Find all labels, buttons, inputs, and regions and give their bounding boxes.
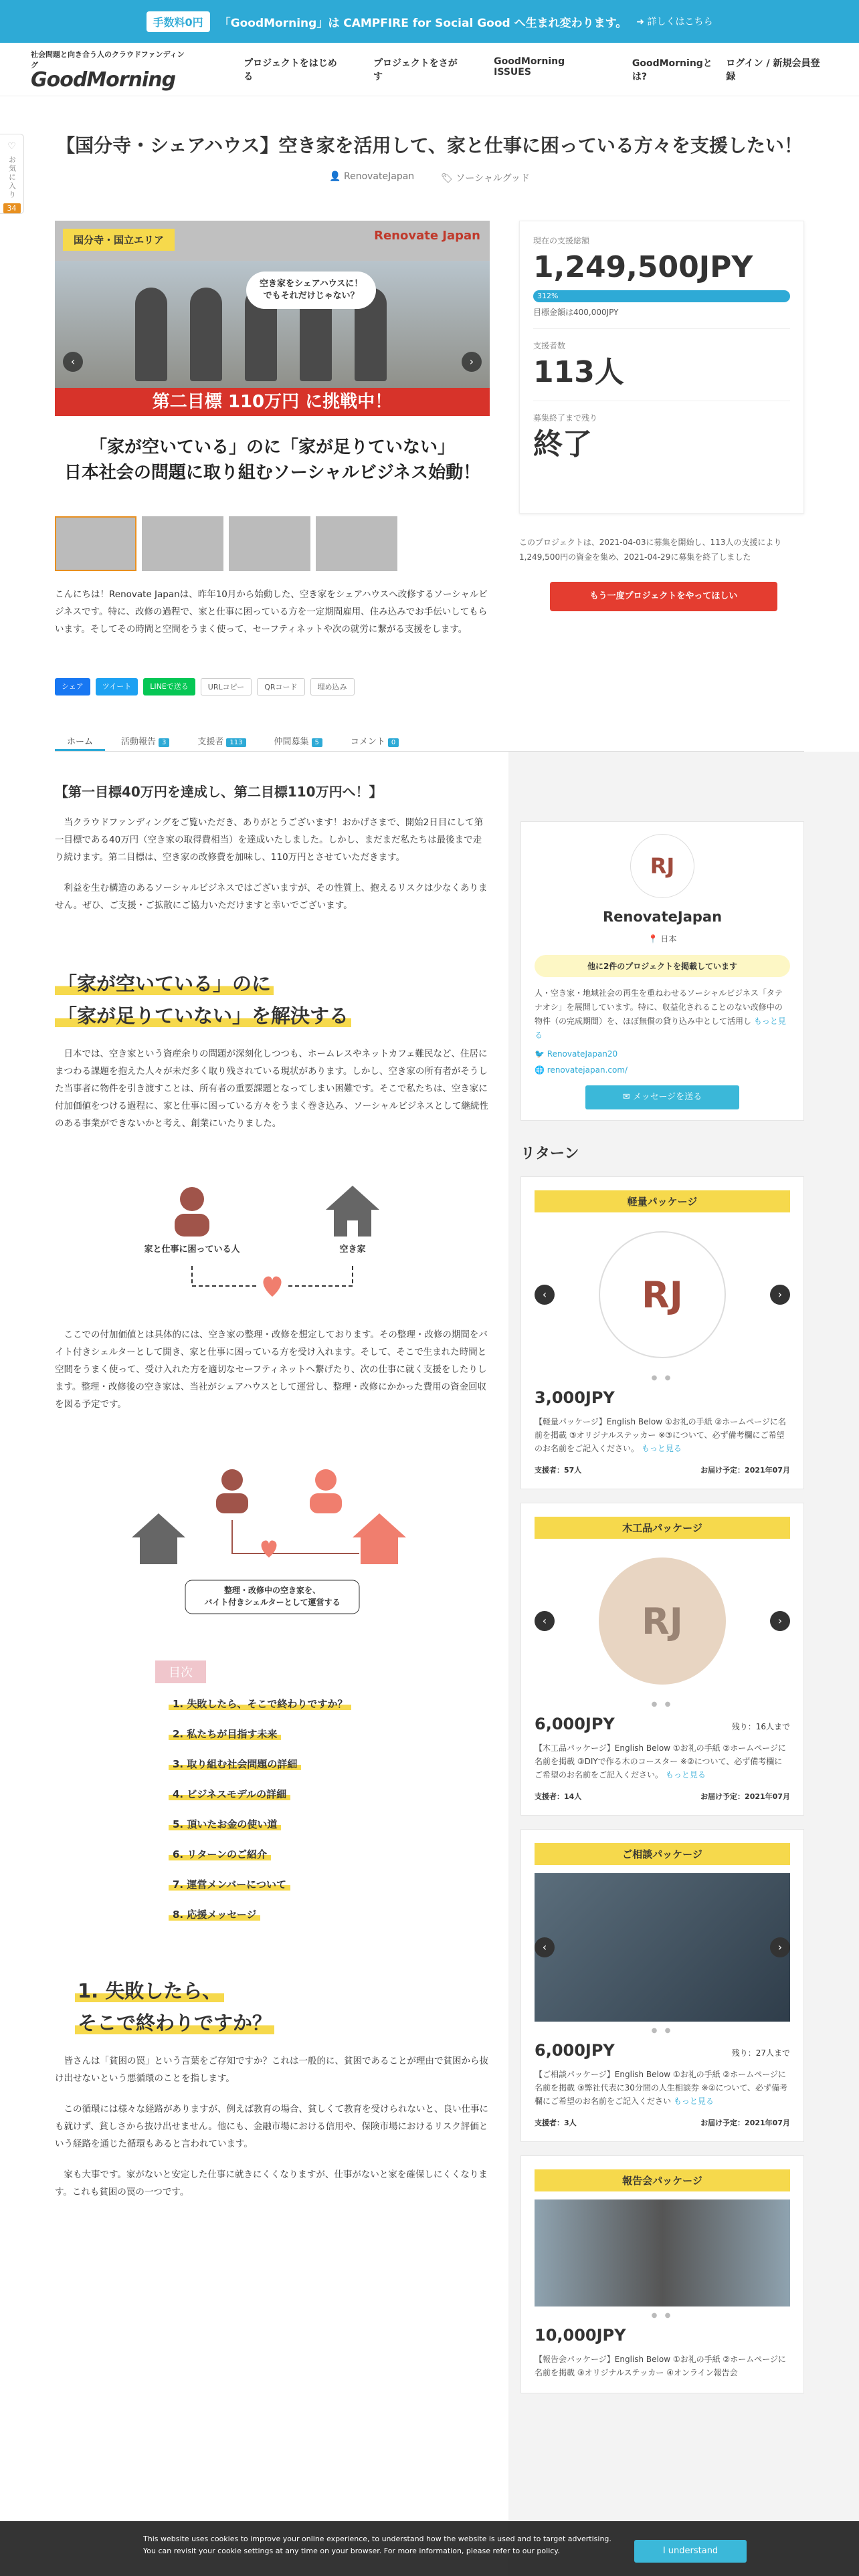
challenge-banner: 第二目標 110万円 に挑戦中！: [55, 388, 490, 416]
nav-about[interactable]: GoodMorningとは?: [632, 58, 712, 82]
return-description-text: 【軽量パッケージ】English Below ①お礼の手紙 ②ホームページに名前を掲載 ③オリジナルステッカー ※③について、必ず備考欄にご希望のお名前をご記入ください。: [535, 1417, 786, 1453]
tab-backers[interactable]: [185, 729, 258, 751]
prev-arrow-icon[interactable]: ‹: [535, 1611, 555, 1631]
brand-logo: Renovate Japan: [374, 229, 480, 243]
heart-icon: ♡: [7, 141, 16, 152]
line-share-button[interactable]: LINEで送る: [143, 678, 195, 695]
return-description: [535, 1415, 790, 1455]
table-of-contents: [169, 1697, 490, 1921]
ended-note: このプロジェクトは、2021-04-03に募集を開始し、113人の支援により1,249,500円の資金を集め、2021-04-29に募集を終了しました: [519, 538, 782, 562]
owner-card: [520, 821, 804, 1121]
section-heading-line: 「家が空いている」のに: [55, 972, 274, 995]
return-title: 報告会パッケージ: [535, 2169, 790, 2191]
project-meta: [0, 171, 859, 185]
owner-site-label: renovatejapan.com/: [547, 1065, 628, 1075]
project-lead: こんにちは！Renovate Japanは、昨年10月から始動した、空き家をシェアハウスへ改修するソーシャルビジネスです。特に、改修の過程で、家と仕事に困っている方を一定期間雇用、住み込みでお手伝いしてもらいます。そしてその時間と空間をうまく使って、セーフティネットや次の就労に繋がる支援をします。: [55, 589, 488, 635]
return-image: [535, 1873, 790, 2022]
caption-line-2: 日本社会の問題に取り組むソーシャルビジネス始動！: [64, 463, 481, 483]
toc-item-label: 5. 頂いたお金の使い道: [169, 1818, 281, 1830]
toc-item-label: 3. 取り組む社会問題の詳細: [169, 1758, 301, 1770]
qr-code-button[interactable]: QRコード: [257, 678, 304, 695]
login-link[interactable]: ログイン / 新規会員登録: [726, 58, 820, 82]
diagram-label-house: 空き家: [339, 1245, 366, 1255]
cookie-accept-button[interactable]: I understand: [634, 2540, 747, 2563]
return-footer: [535, 1465, 790, 1475]
section-heading-line: 「家が足りていない」を解決する: [55, 1004, 351, 1027]
next-arrow-icon[interactable]: ›: [770, 1611, 790, 1631]
caption-line-1: 「家が空いている」のに「家が足りていない」: [89, 437, 455, 457]
return-price-row: [535, 1388, 790, 1407]
return-delivery: お届け予定：2021年07月: [700, 2119, 790, 2127]
toc-item[interactable]: [169, 1727, 490, 1741]
tab-backers-label: 支援者: [197, 737, 224, 747]
favorite-count: 34: [3, 203, 21, 213]
return-image: [535, 1547, 790, 1695]
return-more-link[interactable]: もっと見る: [673, 2097, 714, 2106]
backers-count: 113人: [533, 355, 624, 389]
owner-description-text: 人・空き家・地域社会の再生を重ねわせるソーシャルビジネス「タテナオシ」を展開しています。特に、収益化されることのない改修中の物件（の完成期間）を、ほぼ無償の貸り込み中として活用し: [535, 988, 783, 1026]
return-title: 軽量パッケージ: [535, 1190, 790, 1212]
main-nav: [244, 56, 726, 83]
owner-location: [535, 933, 790, 944]
return-card[interactable]: [520, 1829, 804, 2142]
article-paragraph: 皆さんは「貧困の罠」という言葉をご存知ですか？これは一般的に、貧困であることが理由で貧困から抜け出せないという悪循環のことを指します。: [55, 2056, 488, 2084]
toc-item-label: 2. 私たちが目指す未来: [169, 1728, 281, 1740]
owner-avatar[interactable]: RJ: [630, 834, 694, 898]
article-paragraph: 家も大事です。家がないと安定した仕事に就きにくくなりますが、仕事がないと家を確保しにくくなります。これも貧困の罠の一つです。: [55, 2169, 488, 2197]
toc-item-label: 8. 応援メッセージ: [169, 1909, 260, 1921]
owner-more-link[interactable]: もっと見る: [535, 1016, 786, 1040]
remain-label: 募集終了まで残り: [533, 413, 598, 423]
article-paragraph: 当クラウドファンディングをご覧いただき、ありがとうございます！おかげさまで、開始2日目にして第一目標である40万円（空き家の取得費相当）を達成いたしました。しかし、まだまだ私たちは最後まで走り続けます。第二目標は、空き家の改修費を加味し、110万円とさせていただきます。: [55, 817, 484, 863]
return-price: 10,000JPY: [535, 2326, 626, 2345]
diagram-label-person: 家と仕事に困っている人: [144, 1245, 240, 1255]
tab-recruit-label: 仲間募集: [274, 737, 309, 747]
return-more-link[interactable]: もっと見る: [641, 1444, 682, 1453]
cookie-banner: [0, 2521, 859, 2576]
tab-badge: 3: [159, 738, 169, 747]
owner-description: [535, 986, 790, 1043]
owner-twitter-label: RenovateJapan20: [547, 1049, 618, 1059]
article-paragraph: 利益を生む構造のあるソーシャルビジネスではございますが、その性質上、抱えるリスクは少なくありません。ぜひ、ご支援・ご拡散にご協力いただけますと幸いでございます。: [55, 883, 488, 911]
banner-text: 「GoodMorning」は CAMPFIRE for Social Good へ生まれ変わります。: [219, 16, 628, 30]
progress-bar: [533, 290, 790, 302]
return-image: [535, 2199, 790, 2306]
section-heading-line: 1. 失敗したら、: [75, 1979, 224, 2002]
return-footer: [535, 2117, 790, 2128]
problem-diagram: [132, 1159, 413, 1313]
favorite-tab[interactable]: [0, 134, 24, 214]
tab-comments[interactable]: [339, 729, 411, 751]
return-image: [535, 1220, 790, 1369]
return-remaining: 残り：16人まで: [731, 1722, 790, 1731]
tab-badge: 5: [312, 738, 322, 747]
carousel-dots: ● ●: [651, 2027, 674, 2034]
return-description: [535, 2068, 790, 2108]
banner-link-label: 詳しくはこちら: [647, 17, 713, 27]
toc-item[interactable]: [169, 1817, 490, 1831]
rj-logo: RJ: [599, 1231, 726, 1358]
return-price: 3,000JPY: [535, 1388, 615, 1407]
article-paragraph: ここでの付加価値とは具体的には、空き家の整理・改修を想定しております。その整理・改修の期間をバイト付きシェルターとして開き、家と仕事に困っている方を受け入れます。そして、そこで生まれた時間と空間をうまく使って、受け入れた方を適切なセーフティネットへ繋げたり、次の仕事に就く支援をしたりします。整理・改修後の空き家は、当社がシェアハウスとして運営し、整理・改修にかかった費用の資金回収を図る予定です。: [55, 1329, 488, 1410]
area-label: 国分寺・国立エリア: [63, 229, 175, 251]
tab-reports[interactable]: [109, 729, 181, 751]
thumbnail[interactable]: [229, 516, 310, 571]
owner-name[interactable]: RenovateJapan: [602, 909, 723, 925]
toc-item[interactable]: [169, 1847, 490, 1861]
owner-twitter-link[interactable]: [535, 1049, 790, 1059]
return-price: 6,000JPY: [535, 1715, 615, 1733]
toc-title: 目次: [155, 1660, 206, 1683]
prev-arrow-icon[interactable]: ‹: [63, 352, 83, 372]
pin-icon: 📍: [648, 934, 661, 944]
return-description-text: 【木工品パッケージ】English Below ①お礼の手紙 ②ホームページに名前を掲載 ③DIYで作る木のコースター ※②について、必ず備考欄にご希望のお名前をご記入ください。: [535, 1743, 786, 1780]
site-header: [0, 43, 859, 96]
logo: GoodMorning: [31, 68, 176, 92]
tab-comments-label: コメント: [350, 737, 385, 747]
toc-item-label: 6. リターンのご紹介: [169, 1848, 271, 1860]
thumbnail[interactable]: [142, 516, 223, 571]
user-icon: 👤: [329, 171, 344, 182]
return-price-row: [535, 1715, 790, 1733]
progress-percent: 312%: [537, 292, 559, 300]
return-backers: 支援者：3人: [535, 2119, 577, 2127]
thumbnail[interactable]: [55, 516, 136, 571]
cookie-text-2: You can revisit your cookie settings at any time on your browser. For more information, please refer to our policy.: [143, 2547, 560, 2555]
article-heading: 【第一目標40万円を達成し、第二目標110万円へ！】: [55, 784, 383, 800]
twitter-icon: 🐦: [535, 1049, 547, 1059]
article: [0, 752, 508, 2576]
banner-link[interactable]: ➜ 詳しくはこちら: [636, 17, 713, 27]
section-heading: [75, 1975, 490, 2039]
speech-bubble: 空き家をシェアハウスに！ でもそれだけじゃない？: [246, 272, 376, 309]
url-copy-button[interactable]: URLコピー: [201, 678, 252, 695]
project-category[interactable]: [441, 171, 530, 185]
send-message-label: メッセージを送る: [632, 1092, 702, 1102]
nav-issues[interactable]: GoodMorning ISSUES: [494, 56, 565, 78]
backers-label: 支援者数: [533, 341, 566, 350]
globe-icon: 🌐: [535, 1065, 547, 1075]
diagram-graphic: [132, 1159, 413, 1313]
send-message-button[interactable]: [585, 1085, 739, 1109]
project-tabs: [55, 729, 804, 752]
toc-item-label: 7. 運営メンバーについて: [169, 1879, 290, 1891]
toc-item[interactable]: [169, 1757, 490, 1771]
return-delivery: お届け予定：2021年07月: [700, 1466, 790, 1475]
progress-fill: [533, 290, 790, 302]
toc-item[interactable]: [169, 1787, 490, 1801]
toc-item-label: 1. 失敗したら、そこで終わりですか？: [169, 1698, 351, 1710]
article-paragraph: 日本では、空き家という資産余りの問題が深刻化しつつも、ホームレスやネットカフェ難民など、住居にまつわる課題を抱えた人々が未だ多く取り残されている現状があります。しかし、空き家の所有者がそうした当事者に物件を引き渡すことは、所有者の重要課題となってしまい困難です。そこで私たちは、空き家に付加価値をつける過程に、家と仕事に困っている方々をうまく巻き込み、ソーシャルビジネスとして継続性のある事業ができないかと考え、創業にいたりました。: [55, 1049, 488, 1129]
return-price-row: [535, 2041, 790, 2060]
carousel-dots: ● ●: [651, 1701, 674, 1708]
prev-arrow-icon[interactable]: ‹: [535, 1937, 555, 1957]
business-diagram: [132, 1440, 413, 1627]
tab-badge: 113: [226, 738, 246, 747]
project-owner-label: RenovateJapan: [344, 171, 415, 182]
return-footer: [535, 1791, 790, 1802]
return-card[interactable]: [520, 1503, 804, 1816]
carousel-dots: ● ●: [651, 1374, 674, 1382]
main-image-gallery[interactable]: [55, 221, 490, 508]
owner-site-link[interactable]: [535, 1065, 790, 1075]
return-description: [535, 1741, 790, 1782]
return-title: ご相談パッケージ: [535, 1843, 790, 1865]
favorite-label: お気に入り: [7, 156, 17, 199]
owner-location-label: 日本: [660, 934, 677, 944]
return-more-link[interactable]: もっと見る: [665, 1770, 706, 1780]
facebook-share-button[interactable]: シェア: [55, 678, 90, 695]
tab-reports-label: 活動報告: [121, 737, 157, 747]
remain-value: 終了: [533, 427, 592, 461]
twitter-share-button[interactable]: ツイート: [96, 678, 138, 695]
tab-badge: 0: [388, 738, 399, 747]
funding-stats: [519, 221, 804, 514]
other-projects-link[interactable]: 他に2件のプロジェクトを掲載しています: [535, 955, 790, 977]
total-amount: 1,249,500JPY: [533, 250, 753, 284]
next-arrow-icon[interactable]: ›: [770, 1285, 790, 1305]
return-price-row: [535, 2326, 790, 2345]
logo-block[interactable]: [31, 49, 190, 90]
return-backers: 支援者：57人: [535, 1466, 582, 1475]
return-price: 6,000JPY: [535, 2041, 615, 2060]
return-delivery: お届け予定：2021年07月: [700, 1792, 790, 1801]
return-description: 【報告会パッケージ】English Below ①お礼の手紙 ②ホームページに名前を掲載 ③オリジナルステッカー ④オンライン報告会: [535, 2355, 786, 2377]
toc-item[interactable]: [169, 1907, 490, 1921]
carousel-dots: ● ●: [651, 2312, 674, 2319]
return-remaining: 残り：27人まで: [731, 2048, 790, 2058]
wooden-coaster-image: RJ: [599, 1558, 726, 1685]
prev-arrow-icon[interactable]: ‹: [535, 1285, 555, 1305]
return-title: 木工品パッケージ: [535, 1517, 790, 1539]
returns-heading: リターン: [520, 1146, 579, 1162]
total-label: 現在の支援総額: [533, 236, 590, 245]
share-buttons: [55, 678, 355, 695]
business-diagram-caption: 整理・改修中の空き家を、 バイト付きシェルターとして運営する: [204, 1586, 341, 1607]
return-description-text: 【ご相談パッケージ】English Below ①お礼の手紙 ②ホームページに名前を掲載 ③弊社代表に30分間の人生相談券 ※②について、必ず備考欄にご希望のお名前をご記入ください: [535, 2070, 787, 2106]
sidebar: [520, 752, 804, 2393]
project-owner[interactable]: [329, 171, 414, 185]
next-arrow-icon[interactable]: ›: [462, 352, 482, 372]
nav-find-project[interactable]: プロジェクトをさがす: [373, 58, 458, 82]
project-category-label: ソーシャルグッド: [456, 173, 530, 184]
fee-pill: 手数料0円: [147, 11, 210, 32]
toc-item-label: 4. ビジネスモデルの詳細: [169, 1788, 290, 1800]
embed-button[interactable]: 埋め込み: [310, 678, 355, 695]
section-heading-line: そこで終わりですか？: [75, 2012, 274, 2034]
thumbnail[interactable]: [316, 516, 397, 571]
mail-icon: ✉: [622, 1092, 633, 1102]
tag-icon: 🏷: [441, 173, 456, 184]
tab-recruit[interactable]: [262, 729, 335, 751]
project-title: 【国分寺・シェアハウス】空き家を活用して、家と仕事に困っている方々を支援したい！: [56, 134, 803, 156]
section-heading: [55, 968, 490, 1032]
tab-home-label: ホーム: [67, 737, 94, 747]
article-paragraph: この循環には様々な経路がありますが、例えば教育の場合、貧しくて教育を受けられないと、良い仕事にも就けず、貧しさから抜け出せません。他にも、金融市場における信用や、保険市場におけるリスク評価という経路を通じた循環もあると言われています。: [55, 2104, 488, 2149]
return-backers: 支援者：14人: [535, 1792, 582, 1801]
logo-subtitle: 社会問題と向き合う人のクラウドファンディング: [31, 49, 185, 70]
tab-home[interactable]: [55, 729, 105, 751]
nav-start-project[interactable]: プロジェクトをはじめる: [244, 58, 337, 82]
next-arrow-icon[interactable]: ›: [770, 1937, 790, 1957]
top-banner[interactable]: [0, 0, 859, 43]
goal-amount: 目標金額は400,000JPY: [533, 308, 619, 317]
return-card[interactable]: [520, 1176, 804, 1489]
toc-item[interactable]: [169, 1697, 490, 1711]
toc-item[interactable]: [169, 1877, 490, 1891]
thumbnail-strip: [55, 516, 397, 571]
request-again-button[interactable]: もう一度プロジェクトをやってほしい: [550, 582, 777, 611]
return-card[interactable]: [520, 2155, 804, 2393]
cookie-text-1: This website uses cookies to improve your online experience, to understand how the website is used and to target advertising.: [143, 2535, 611, 2543]
